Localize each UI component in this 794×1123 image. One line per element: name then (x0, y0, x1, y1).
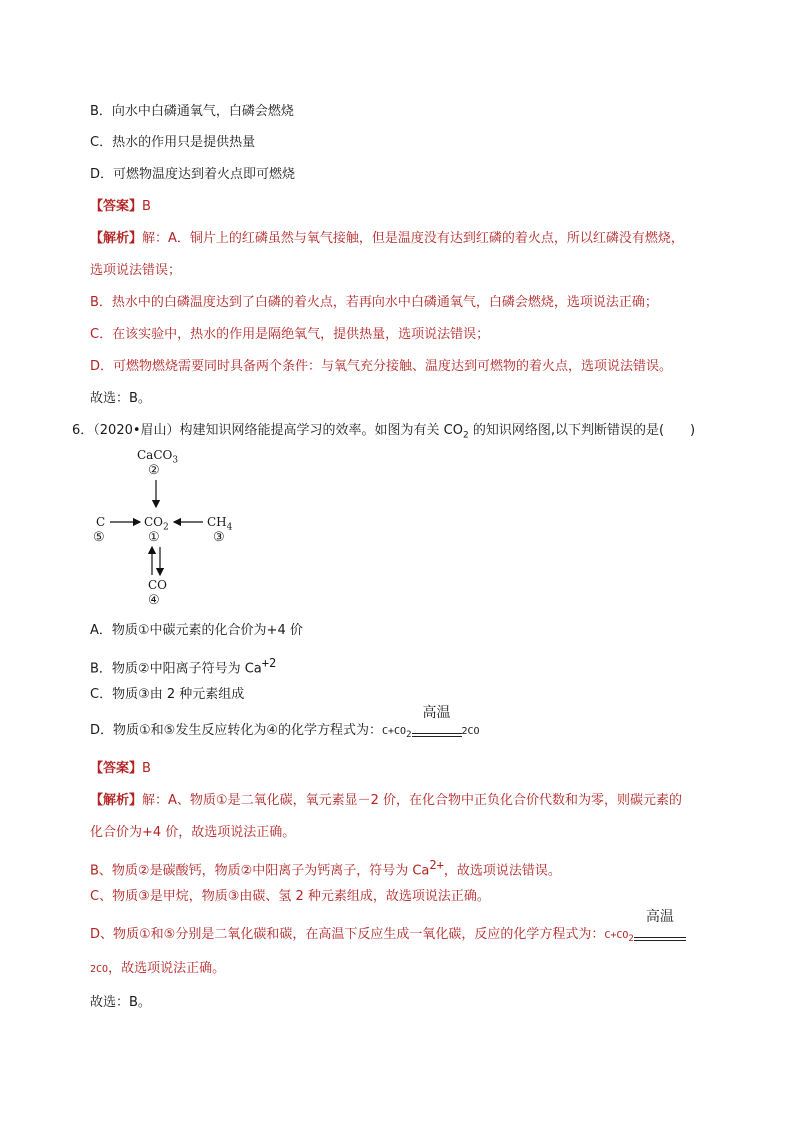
q6-analysis-b (90, 856, 561, 880)
equation-right: 2CO (461, 726, 480, 737)
q6-option-a: A．物质①中碳元素的化合价为+4 价 (90, 623, 303, 638)
analysis-equation-condition: 高温 (634, 930, 686, 948)
q5-analysis-c: C．在该实验中，热水的作用是隔绝氧气，提供热量，选项说法错误； (90, 327, 490, 342)
q6-option-b-text: B．物质②中阳离子符号为 Ca (90, 661, 262, 677)
diagram-co: CO (148, 578, 168, 592)
q6-answer (90, 760, 151, 778)
q5-analysis-line2: 选项说法错误； (90, 263, 182, 278)
diagram-number-2: ② (148, 463, 160, 478)
diagram-number-5: ⑤ (93, 530, 105, 545)
analysis-label: 【解析】 (90, 231, 143, 246)
q6-stem-sub: 2 (462, 430, 469, 441)
q6-analysis-d-line2 (90, 960, 225, 979)
q5-analysis-line1 (90, 230, 684, 248)
q6-analysis-b-post: ，故选项说法错误。 (443, 863, 561, 879)
q6-stem-post: 的知识网络图,以下判断错误的是( ) (468, 423, 696, 438)
q6-analysis-line2: 化合价为+4 价，故选项说法正确。 (90, 825, 296, 840)
q5-analysis-d: D．可燃物燃烧需要同时具备两个条件：与氧气充分接触、温度达到可燃物的着火点，选项说法错误。 (90, 359, 673, 374)
q6-analysis-line1 (90, 792, 682, 810)
diagram-number-3: ③ (213, 530, 225, 545)
q6-analysis-b-text: B、物质②是碳酸钙，物质②中阳离子为钙离子，符号为 Ca (90, 863, 430, 879)
analysis-equation-left: $C+CO_2$ (604, 930, 634, 944)
q5-option-c: C．热水的作用只是提供热量 (90, 135, 256, 150)
answer-value: B (142, 199, 151, 214)
co2-knowledge-diagram (90, 445, 250, 615)
diagram-ch4: $CH_4$ (207, 515, 233, 533)
equation-left: $C+CO_2$ (381, 726, 412, 740)
equation-condition: 高温 (412, 726, 462, 744)
q6-stem-pre: 6．（2020•眉山）构建知识网络能提高学习的效率。如图为有关 CO (72, 423, 463, 438)
q5-option-b: B．向水中白磷通氧气，白磷会燃烧 (90, 104, 294, 119)
answer-label: 【答案】 (90, 761, 143, 776)
q6-analysis-d (90, 909, 686, 948)
analysis-text: 解：A．铜片上的红磷虽然与氧气接触，但是温度没有达到红磷的着火点，所以红磷没有燃烧， (142, 231, 684, 246)
diagram-co2: $CO_2$ (144, 515, 169, 533)
q6-option-d (90, 705, 480, 744)
q6-option-b-sup: +2 (261, 656, 277, 670)
diagram-arrows (90, 445, 250, 615)
analysis-label: 【解析】 (90, 793, 143, 808)
q5-conclusion: 故选：B。 (90, 391, 151, 406)
q6-analysis-b-sup: 2+ (429, 858, 444, 872)
diagram-number-4: ④ (148, 593, 160, 608)
q6-analysis-d-text: D、物质①和⑤分别是二氧化碳和碳，在高温下反应生成一氧化碳，反应的化学方程式为： (90, 927, 605, 942)
q5-option-d: D．可燃物温度达到着火点即可燃烧 (90, 167, 296, 182)
q6-conclusion: 故选：B。 (90, 995, 151, 1010)
analysis-text: 解：A、物质①是二氧化碳，氧元素显－2 价，在化合物中正负化合价代数和为零，则碳元素的 (142, 793, 682, 808)
q6-analysis-c: C、物质③是甲烷，物质③由碳、氢 2 种元素组成，故选项说法正确。 (90, 889, 490, 904)
analysis-d-line2-text: ，故选项说法正确。 (108, 961, 226, 976)
diagram-caco3: CaCO$_3$ (137, 448, 179, 466)
analysis-equation-right: 2CO (90, 964, 109, 975)
diagram-c: C (96, 515, 106, 529)
q5-answer (90, 198, 151, 216)
q6-option-b (90, 654, 276, 678)
answer-value: B (142, 761, 151, 776)
diagram-number-1: ① (148, 530, 160, 545)
q6-stem (72, 422, 695, 445)
answer-label: 【答案】 (90, 199, 143, 214)
q5-analysis-b: B．热水中的白磷温度达到了白磷的着火点，若再向水中白磷通氧气，白磷会燃烧，选项说法正确； (90, 295, 658, 310)
q6-option-c: C．物质③由 2 种元素组成 (90, 687, 245, 702)
q6-option-d-text: D．物质①和⑤发生反应转化为④的化学方程式为： (90, 723, 382, 738)
